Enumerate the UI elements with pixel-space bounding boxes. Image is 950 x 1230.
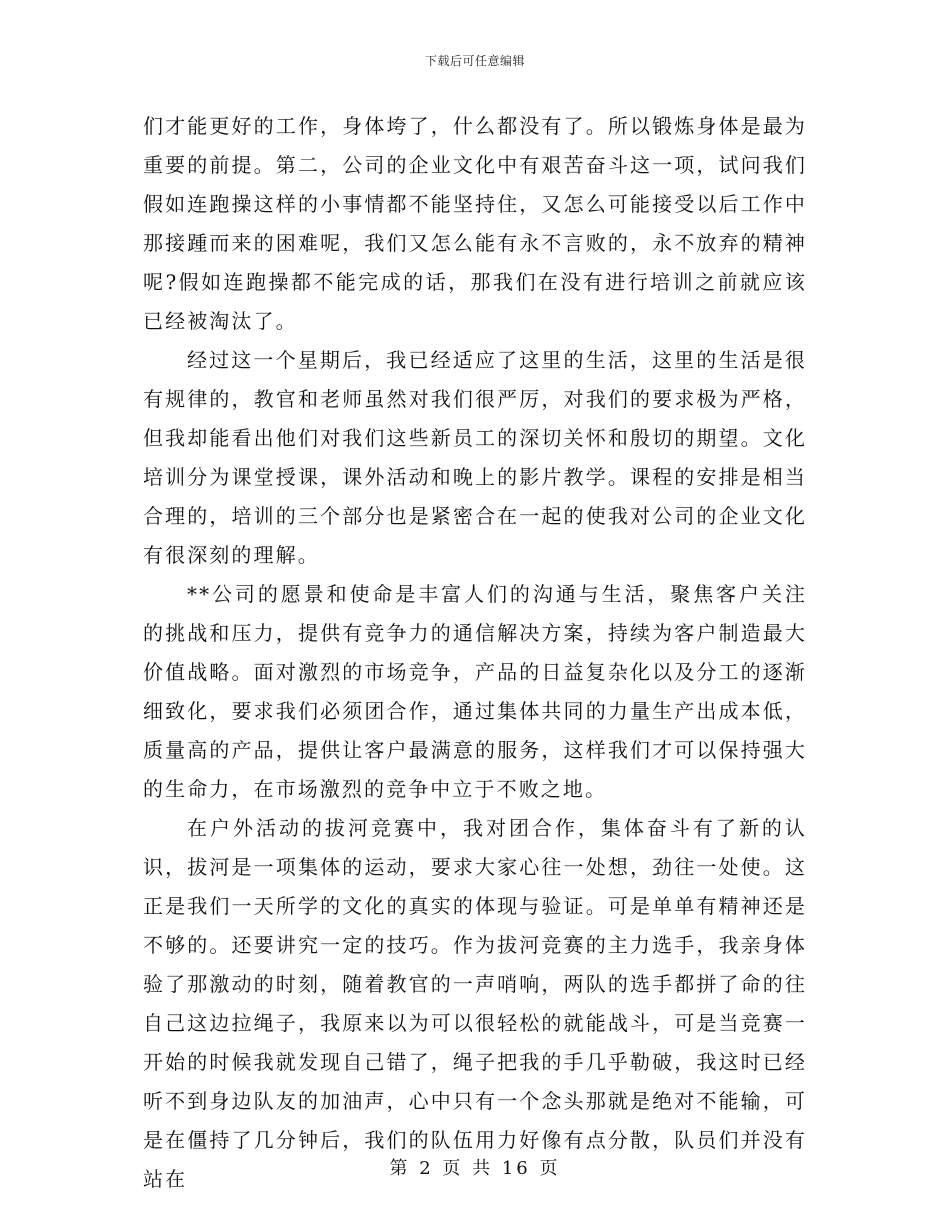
document-body bbox=[143, 107, 807, 1199]
paragraph: 在户外活动的拔河竞赛中，我对团合作，集体奋斗有了新的认识，拔河是一项集体的运动，要求大家心往一处想，劲往一处使。这正是我们一天所学的文化的真实的体现与验证。可是单单有精神还是不够的。还要讲究一定的技巧。作为拔河竞赛的主力选手，我亲身体验了那激动的时刻，随着教官的一声哨响，两队的选手都拼了命的往自己这边拉绳子，我原来以为可以很轻松的就能战斗，可是当竞赛一开始的时候我就发现自己错了，绳子把我的手几乎勒破，我这时已经听不到身边队友的加油声，心中只有一个念头那就是绝对不能输，可是在僵持了几分钟后，我们的队伍用力好像有点分散，队员们并没有站在 bbox=[143, 816, 807, 1191]
paragraph: 经过这一个星期后，我已经适应了这里的生活，这里的生活是很有规律的，教官和老师虽然对我们很严厉，对我们的要求极为严格，但我却能看出他们对我们这些新员工的深切关怀和殷切的期望。文化培训分为课堂授课，课外活动和晚上的影片教学。课程的安排是相当合理的，培训的三个部分也是紧密合在一起的使我对公司的企业文化有很深刻的理解。 bbox=[143, 348, 807, 567]
paragraph: 们才能更好的工作，身体垮了，什么都没有了。所以锻炼身体是最为重要的前提。第二，公司的企业文化中有艰苦奋斗这一项，试问我们假如连跑操这样的小事情都不能坚持住，又怎么可能接受以后工作中那接踵而来的困难呢，我们又怎么能有永不言败的，永不放弃的精神呢?假如连跑操都不能完成的话，那我们在没有进行培训之前就应该已经被淘汰了。 bbox=[143, 114, 807, 333]
page-header: 下载后可任意编辑 bbox=[424, 54, 525, 68]
page-number-footer: 第 2 页 共 16 页 bbox=[389, 1158, 561, 1179]
paragraph: **公司的愿景和使命是丰富人们的沟通与生活，聚焦客户关注的挑战和压力，提供有竞争力的通信解决方案，持续为客户制造最大价值战略。面对激烈的市场竞争，产品的日益复杂化以及分工的逐渐细致化，要求我们必须团合作，通过集体共同的力量生产出成本低，质量高的产品，提供让客户最满意的服务，这样我们才可以保持强大的生命力，在市场激烈的竞争中立于不败之地。 bbox=[143, 582, 807, 801]
